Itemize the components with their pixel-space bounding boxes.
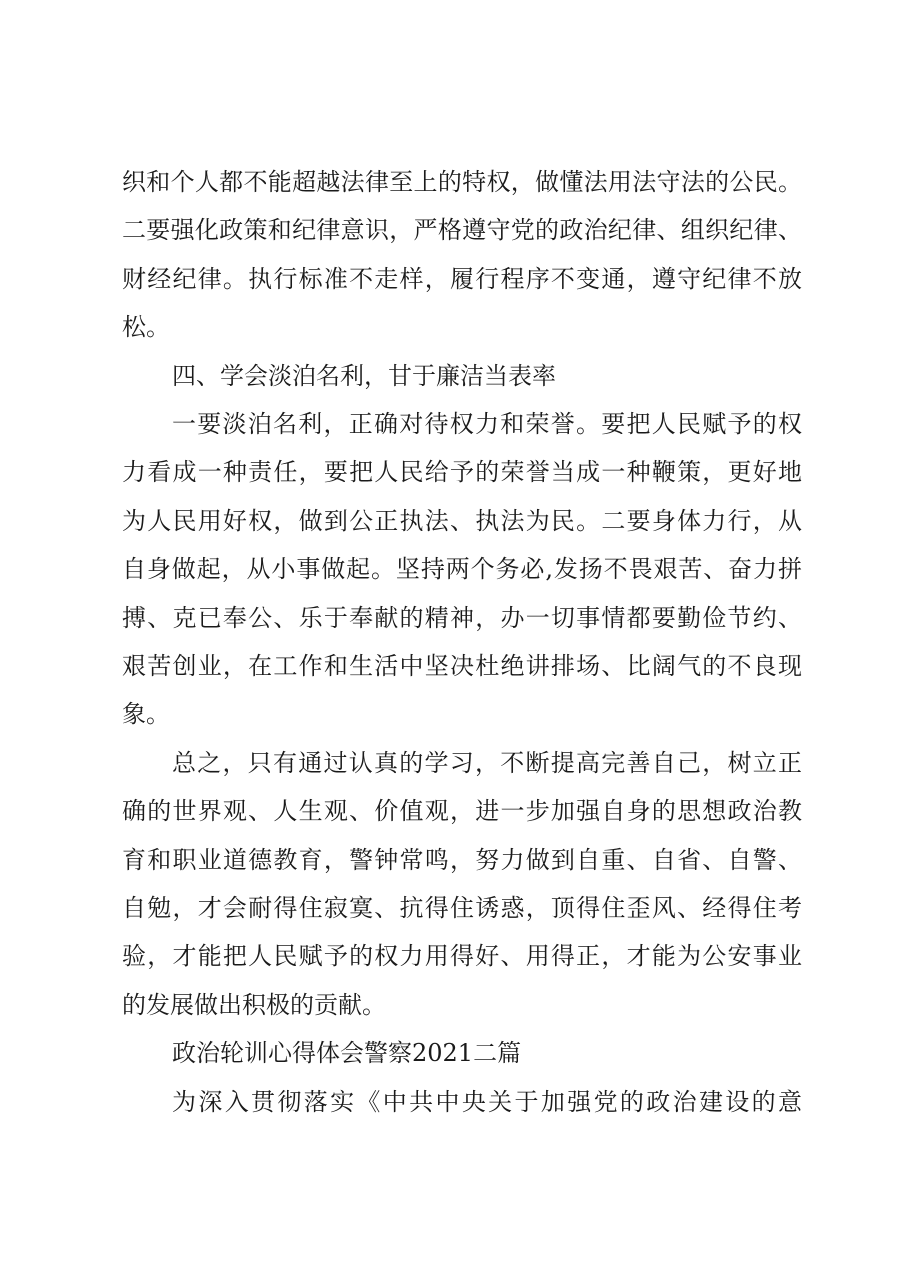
text-line: 织和个人都不能超越法律至上的特权，做懂法用法守法的公民。 (122, 168, 802, 196)
text-line: 艰苦创业，在工作和生活中坚决杜绝讲排场、比阔气的不良现 (122, 652, 802, 680)
section-heading: 四、学会淡泊名利，甘于廉洁当表率 (172, 362, 556, 390)
article-title: 政治轮训心得体会警察2021二篇 (172, 1039, 522, 1067)
text-line: 松。 (122, 313, 170, 341)
text-line: 象。 (122, 700, 170, 728)
text-line: 二要强化政策和纪律意识，严格遵守党的政治纪律、组织纪律、 (122, 216, 802, 244)
text-line: 财经纪律。执行标准不走样，履行程序不变通，遵守纪律不放 (122, 265, 802, 293)
paragraph-first-line: 为深入贯彻落实《中共中央关于加强党的政治建设的意 (172, 1088, 802, 1116)
text-line: 确的世界观、人生观、价值观，进一步加强自身的思想政治教 (122, 797, 802, 825)
text-line: 搏、克已奉公、乐于奉献的精神，办一切事情都要勤俭节约、 (122, 604, 802, 632)
text-line: 验，才能把人民赋予的权力用得好、用得正，才能为公安事业 (122, 942, 802, 970)
text-line: 自勉，才会耐得住寂寞、抗得住诱惑，顶得住歪风、经得住考 (122, 894, 802, 922)
paragraph-first-line: 总之，只有通过认真的学习，不断提高完善自己，树立正 (172, 749, 802, 777)
paragraph-first-line: 一要淡泊名利，正确对待权力和荣誉。要把人民赋予的权 (172, 410, 802, 438)
text-line: 为人民用好权，做到公正执法、执法为民。二要身体力行，从 (122, 507, 802, 535)
text-line: 的发展做出积极的贡献。 (122, 991, 386, 1019)
text-line: 自身做起，从小事做起。坚持两个务必,发扬不畏艰苦、奋力拼 (122, 555, 802, 583)
text-line: 育和职业道德教育，警钟常鸣，努力做到自重、自省、自警、 (122, 846, 802, 874)
text-line: 力看成一种责任，要把人民给予的荣誉当成一种鞭策，更好地 (122, 458, 802, 486)
